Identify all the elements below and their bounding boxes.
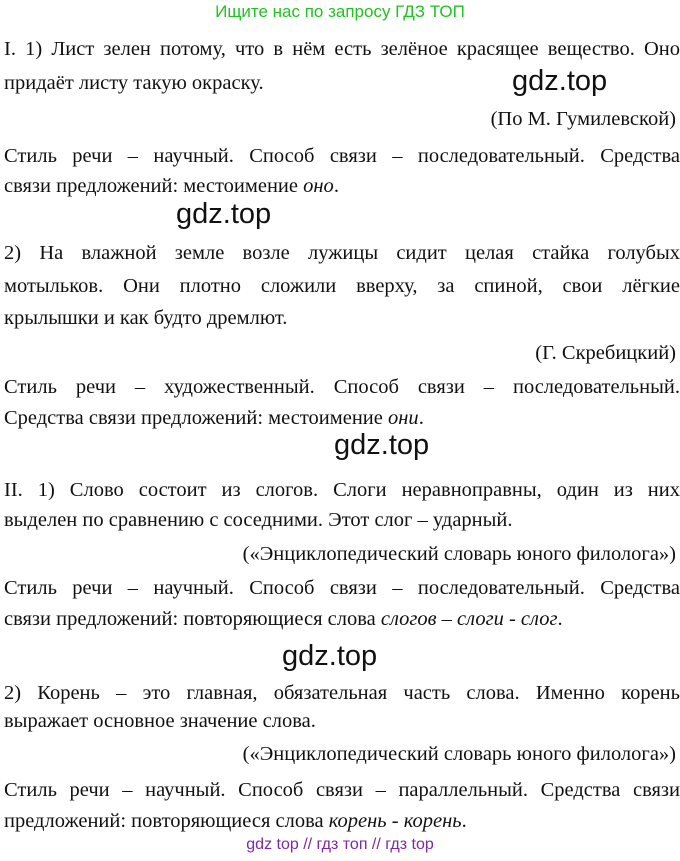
text-line: I. 1) Лист зелен потому, что в нём есть зелёное красящее вещество. Оно (4, 38, 680, 60)
text-line: II. 1) Слово состоит из слогов. Слоги неравноправны, один из них (4, 479, 680, 501)
source-citation: («Энциклопедический словарь юного филолога») (242, 743, 676, 765)
analysis-line: Стиль речи – научный. Способ связи – параллельный. Средства связи (4, 779, 680, 801)
analysis-text: связи предложений: местоимение (4, 175, 304, 197)
analysis-line: Стиль речи – научный. Способ связи – последовательный. Средства (4, 145, 680, 167)
analysis-text: связи предложений: повторяющиеся слова (4, 608, 381, 630)
analysis-punct: . (418, 407, 424, 429)
analysis-punct: . (461, 810, 467, 832)
analysis-line: Стиль речи – художественный. Способ связи – последовательный. (4, 376, 680, 398)
example-words: оно (303, 175, 334, 197)
text-line: 2) Корень – это главная, обязательная часть слова. Именно корень (4, 682, 680, 704)
text-line: придаёт листу такую окраску. (4, 72, 264, 94)
header-search-hint-link[interactable]: Ищите нас по запросу ГДЗ ТОП (215, 2, 465, 21)
source-citation: (По М. Гумилевской) (490, 108, 676, 130)
analysis-line (4, 173, 680, 199)
text-line: мотыльков. Они плотно сложили вверху, за спиной, свои лёгкие (4, 275, 680, 297)
analysis-line (4, 808, 680, 834)
analysis-punct: . (557, 608, 563, 630)
text-line: выделен по сравнению с соседними. Этот слог – ударный. (4, 509, 513, 531)
watermark: gdz.top (334, 429, 430, 461)
watermark: gdz.top (512, 65, 608, 97)
text-line: крылышки и как будто дремлют. (4, 307, 288, 329)
text-line: выражает основное значение слова. (4, 710, 316, 732)
analysis-line (4, 405, 680, 431)
analysis-punct: . (333, 175, 339, 197)
example-words: слогов – слоги - слог (380, 608, 558, 630)
text-line: 2) На влажной земле возле лужицы сидит целая стайка голубых (4, 242, 680, 264)
footer-watermark: gdz top // гдз топ // гдз top (246, 836, 434, 853)
example-words: они (388, 407, 419, 429)
analysis-text: предложений: повторяющиеся слова (4, 810, 329, 832)
watermark: gdz.top (282, 640, 378, 672)
source-citation: («Энциклопедический словарь юного филолога») (242, 543, 676, 565)
example-words: корень - корень (328, 810, 462, 832)
analysis-text: Средства связи предложений: местоимение (4, 407, 389, 429)
source-citation: (Г. Скребицкий) (535, 342, 676, 364)
analysis-line: Стиль речи – научный. Способ связи – последовательный. Средства (4, 577, 680, 599)
watermark: gdz.top (176, 198, 272, 230)
analysis-line (4, 606, 680, 632)
